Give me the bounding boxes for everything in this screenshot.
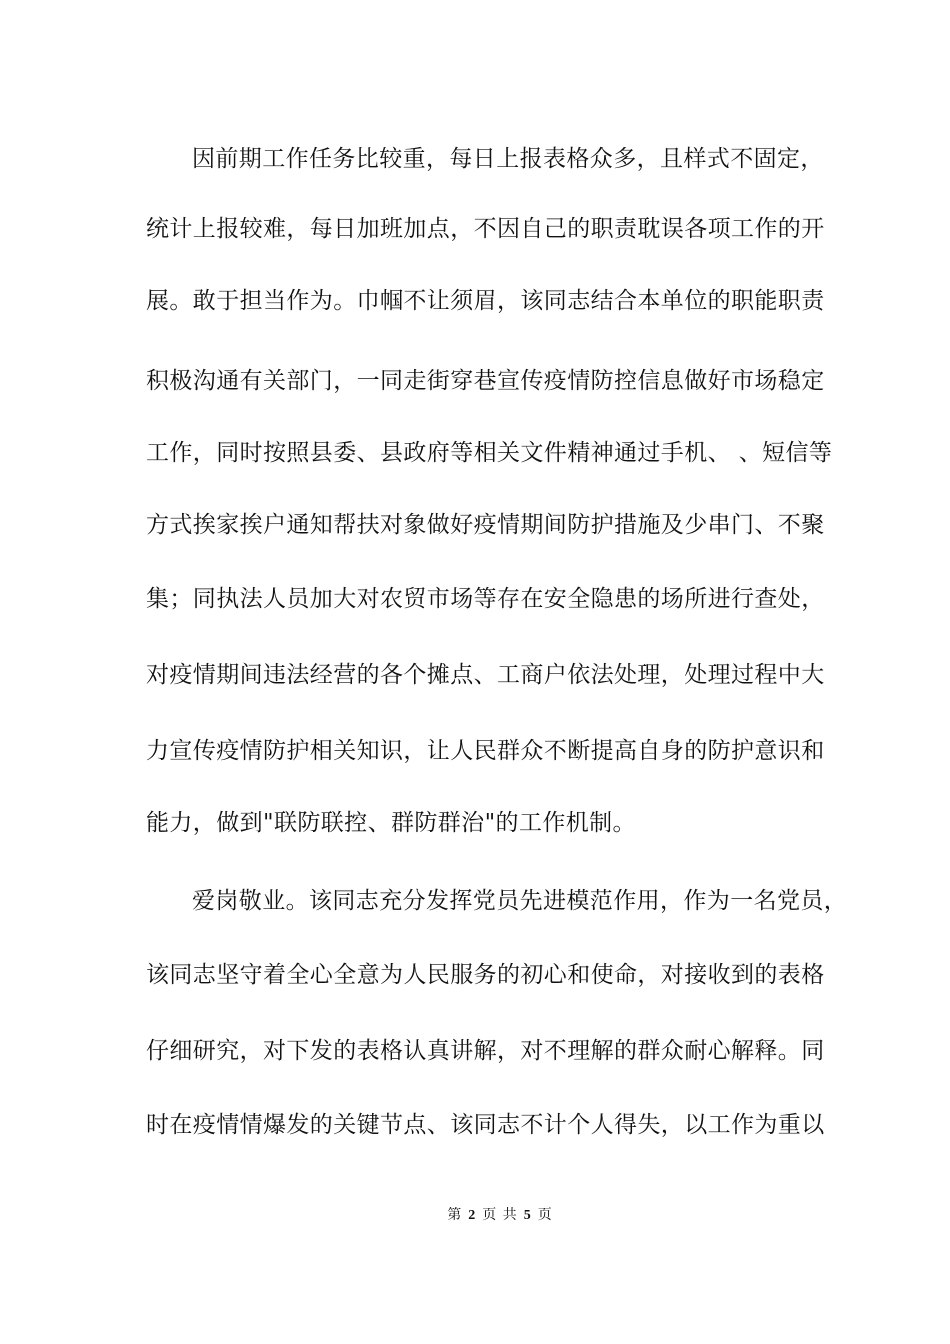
paragraph-1-line-8: 对疫情期间违法经营的各个摊点、工商户依法处理，处理过程中大 xyxy=(146,662,825,688)
footer-page-number: 2 xyxy=(468,1208,477,1223)
paragraph-1-line-2: 统计上报较难，每日加班加点，不因自己的职责耽误各项工作的开 xyxy=(146,216,825,242)
paragraph-1-line-9: 力宣传疫情防护相关知识，让人民群众不断提高自身的防护意识和 xyxy=(146,738,825,764)
paragraph-1-line-7: 集；同执法人员加大对农贸市场等存在安全隐患的场所进行查处， xyxy=(146,586,825,612)
footer-total-pages: 5 xyxy=(523,1208,532,1223)
paragraph-1-line-1: 因前期工作任务比较重，每日上报表格众多，且样式不固定， xyxy=(192,146,824,172)
paragraph-2-line-2: 该同志坚守着全心全意为人民服务的初心和使命，对接收到的表格 xyxy=(146,962,825,988)
footer-middle: 页 共 xyxy=(482,1207,518,1223)
footer-suffix: 页 xyxy=(537,1207,553,1223)
paragraph-2-line-3: 仔细研究，对下发的表格认真讲解，对不理解的群众耐心解释。同 xyxy=(146,1038,825,1064)
paragraph-1-line-3: 展。敢于担当作为。巾帼不让须眉，该同志结合本单位的职能职责 xyxy=(146,288,825,314)
paragraph-1-line-4: 积极沟通有关部门，一同走街穿巷宣传疫情防控信息做好市场稳定 xyxy=(146,368,825,394)
paragraph-1-line-5: 工作，同时按照县委、县政府等相关文件精神通过手机、 、短信等 xyxy=(146,440,833,466)
paragraph-2-line-1: 爱岗敬业。该同志充分发挥党员先进模范作用，作为一名党员， xyxy=(192,888,848,914)
page-footer xyxy=(0,1205,950,1226)
footer-prefix: 第 xyxy=(447,1207,463,1223)
paragraph-1-line-10: 能力，做到"联防联控、群防群治"的工作机制。 xyxy=(146,810,636,836)
paragraph-2-line-4: 时在疫情情爆发的关键节点、该同志不计个人得失，以工作为重以 xyxy=(146,1112,825,1138)
paragraph-1-line-6: 方式挨家挨户通知帮扶对象做好疫情期间防护措施及少串门、不聚 xyxy=(146,512,825,538)
